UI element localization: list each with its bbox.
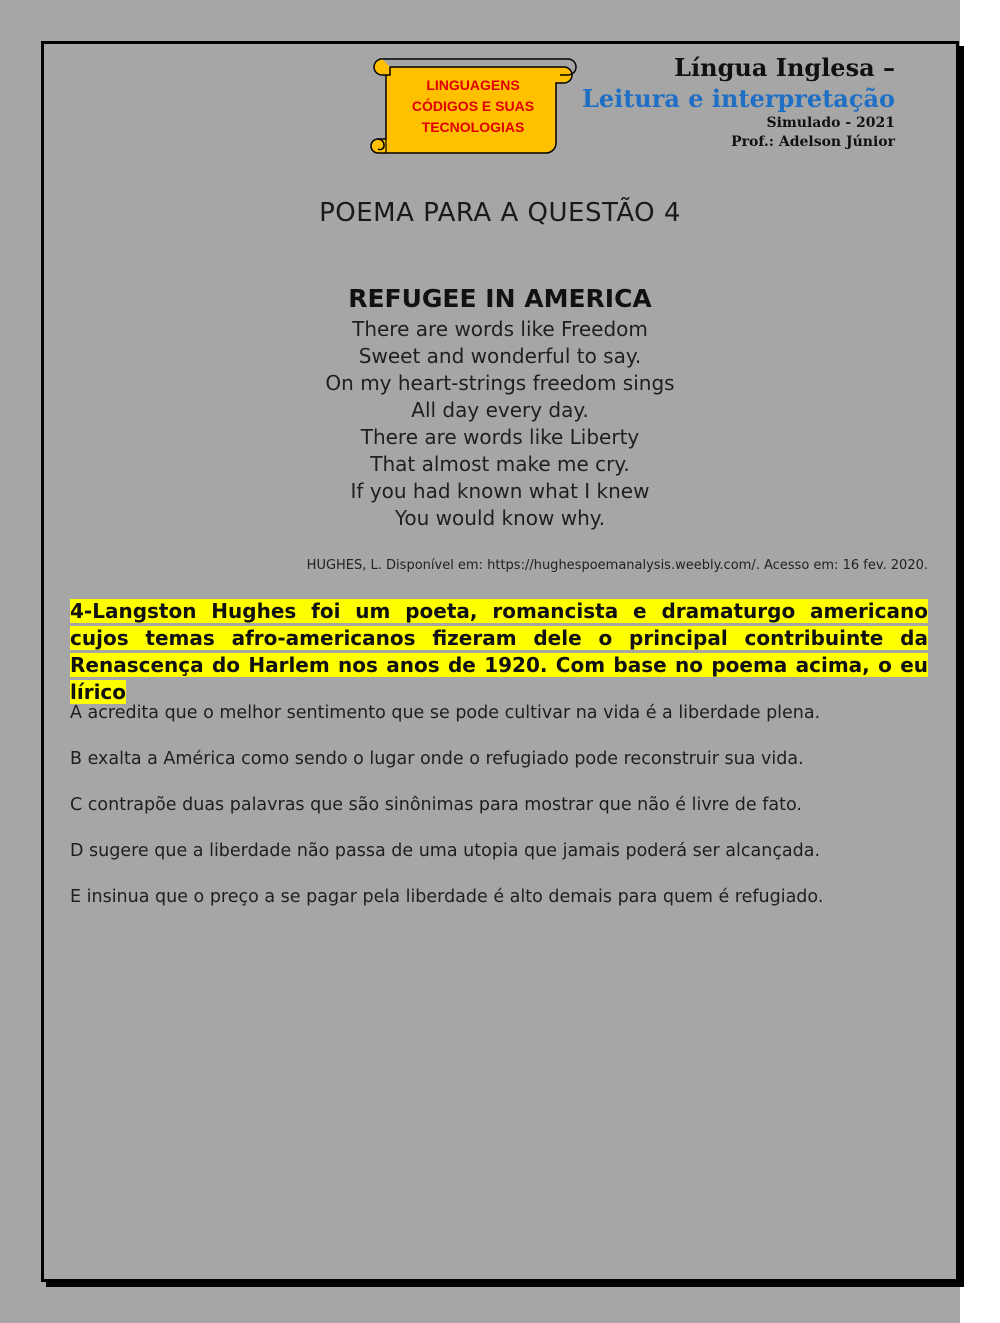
poem-line: Sweet and wonderful to say.	[358, 344, 642, 368]
teacher-label: Prof.: Adelson Júnior	[731, 134, 895, 150]
poem-title: REFUGEE IN AMERICA	[348, 284, 652, 313]
banner-line: TECNOLOGIAS	[421, 119, 525, 135]
question-text: 4-Langston Hughes foi um poeta, romancista e dramaturgo americano cujos temas afro-americanos fizeram dele o principal contribuinte da Renascença do Harlem nos anos de 1920. Com base no poema acima, o eu lírico	[70, 599, 928, 704]
option-a: A acredita que o melhor sentimento que se pode cultivar na vida é a liberdade plena.	[70, 703, 821, 723]
option-e: E insinua que o preço a se pagar pela liberdade é alto demais para quem é refugiado.	[70, 887, 824, 907]
poem-body	[0, 316, 1000, 532]
poem-line: There are words like Freedom	[352, 317, 648, 341]
poem-line: You would know why.	[394, 506, 606, 530]
subject-title: Língua Inglesa –	[674, 53, 895, 82]
option-d: D sugere que a liberdade não passa de uma utopia que jamais poderá ser alcançada.	[70, 841, 821, 861]
header-info	[582, 52, 895, 152]
banner-line: LINGUAGENS	[426, 77, 520, 93]
banner-line: CÓDIGOS E SUAS	[411, 98, 535, 114]
option-b: B exalta a América como sendo o lugar onde o refugiado pode reconstruir sua vida.	[70, 749, 804, 769]
topic-title: Leitura e interpretação	[581, 84, 895, 113]
exam-label: Simulado - 2021	[766, 115, 895, 131]
poem-line: All day every day.	[411, 398, 589, 422]
scroll-banner	[368, 55, 580, 160]
poem-heading: POEMA PARA A QUESTÃO 4	[319, 198, 681, 228]
answer-options	[70, 700, 940, 930]
poem-line: On my heart-strings freedom sings	[325, 371, 675, 395]
poem-line: That almost make me cry.	[370, 452, 630, 476]
banner-label	[388, 75, 558, 138]
option-c: C contrapõe duas palavras que são sinônimas para mostrar que não é livre de fato.	[70, 795, 802, 815]
poem-line: If you had known what I knew	[350, 479, 650, 503]
poem-citation: HUGHES, L. Disponível em: https://hughespoemanalysis.weebly.com/. Acesso em: 16 fev. 2020.	[306, 558, 928, 573]
question-stem	[70, 598, 928, 706]
poem-line: There are words like Liberty	[360, 425, 640, 449]
